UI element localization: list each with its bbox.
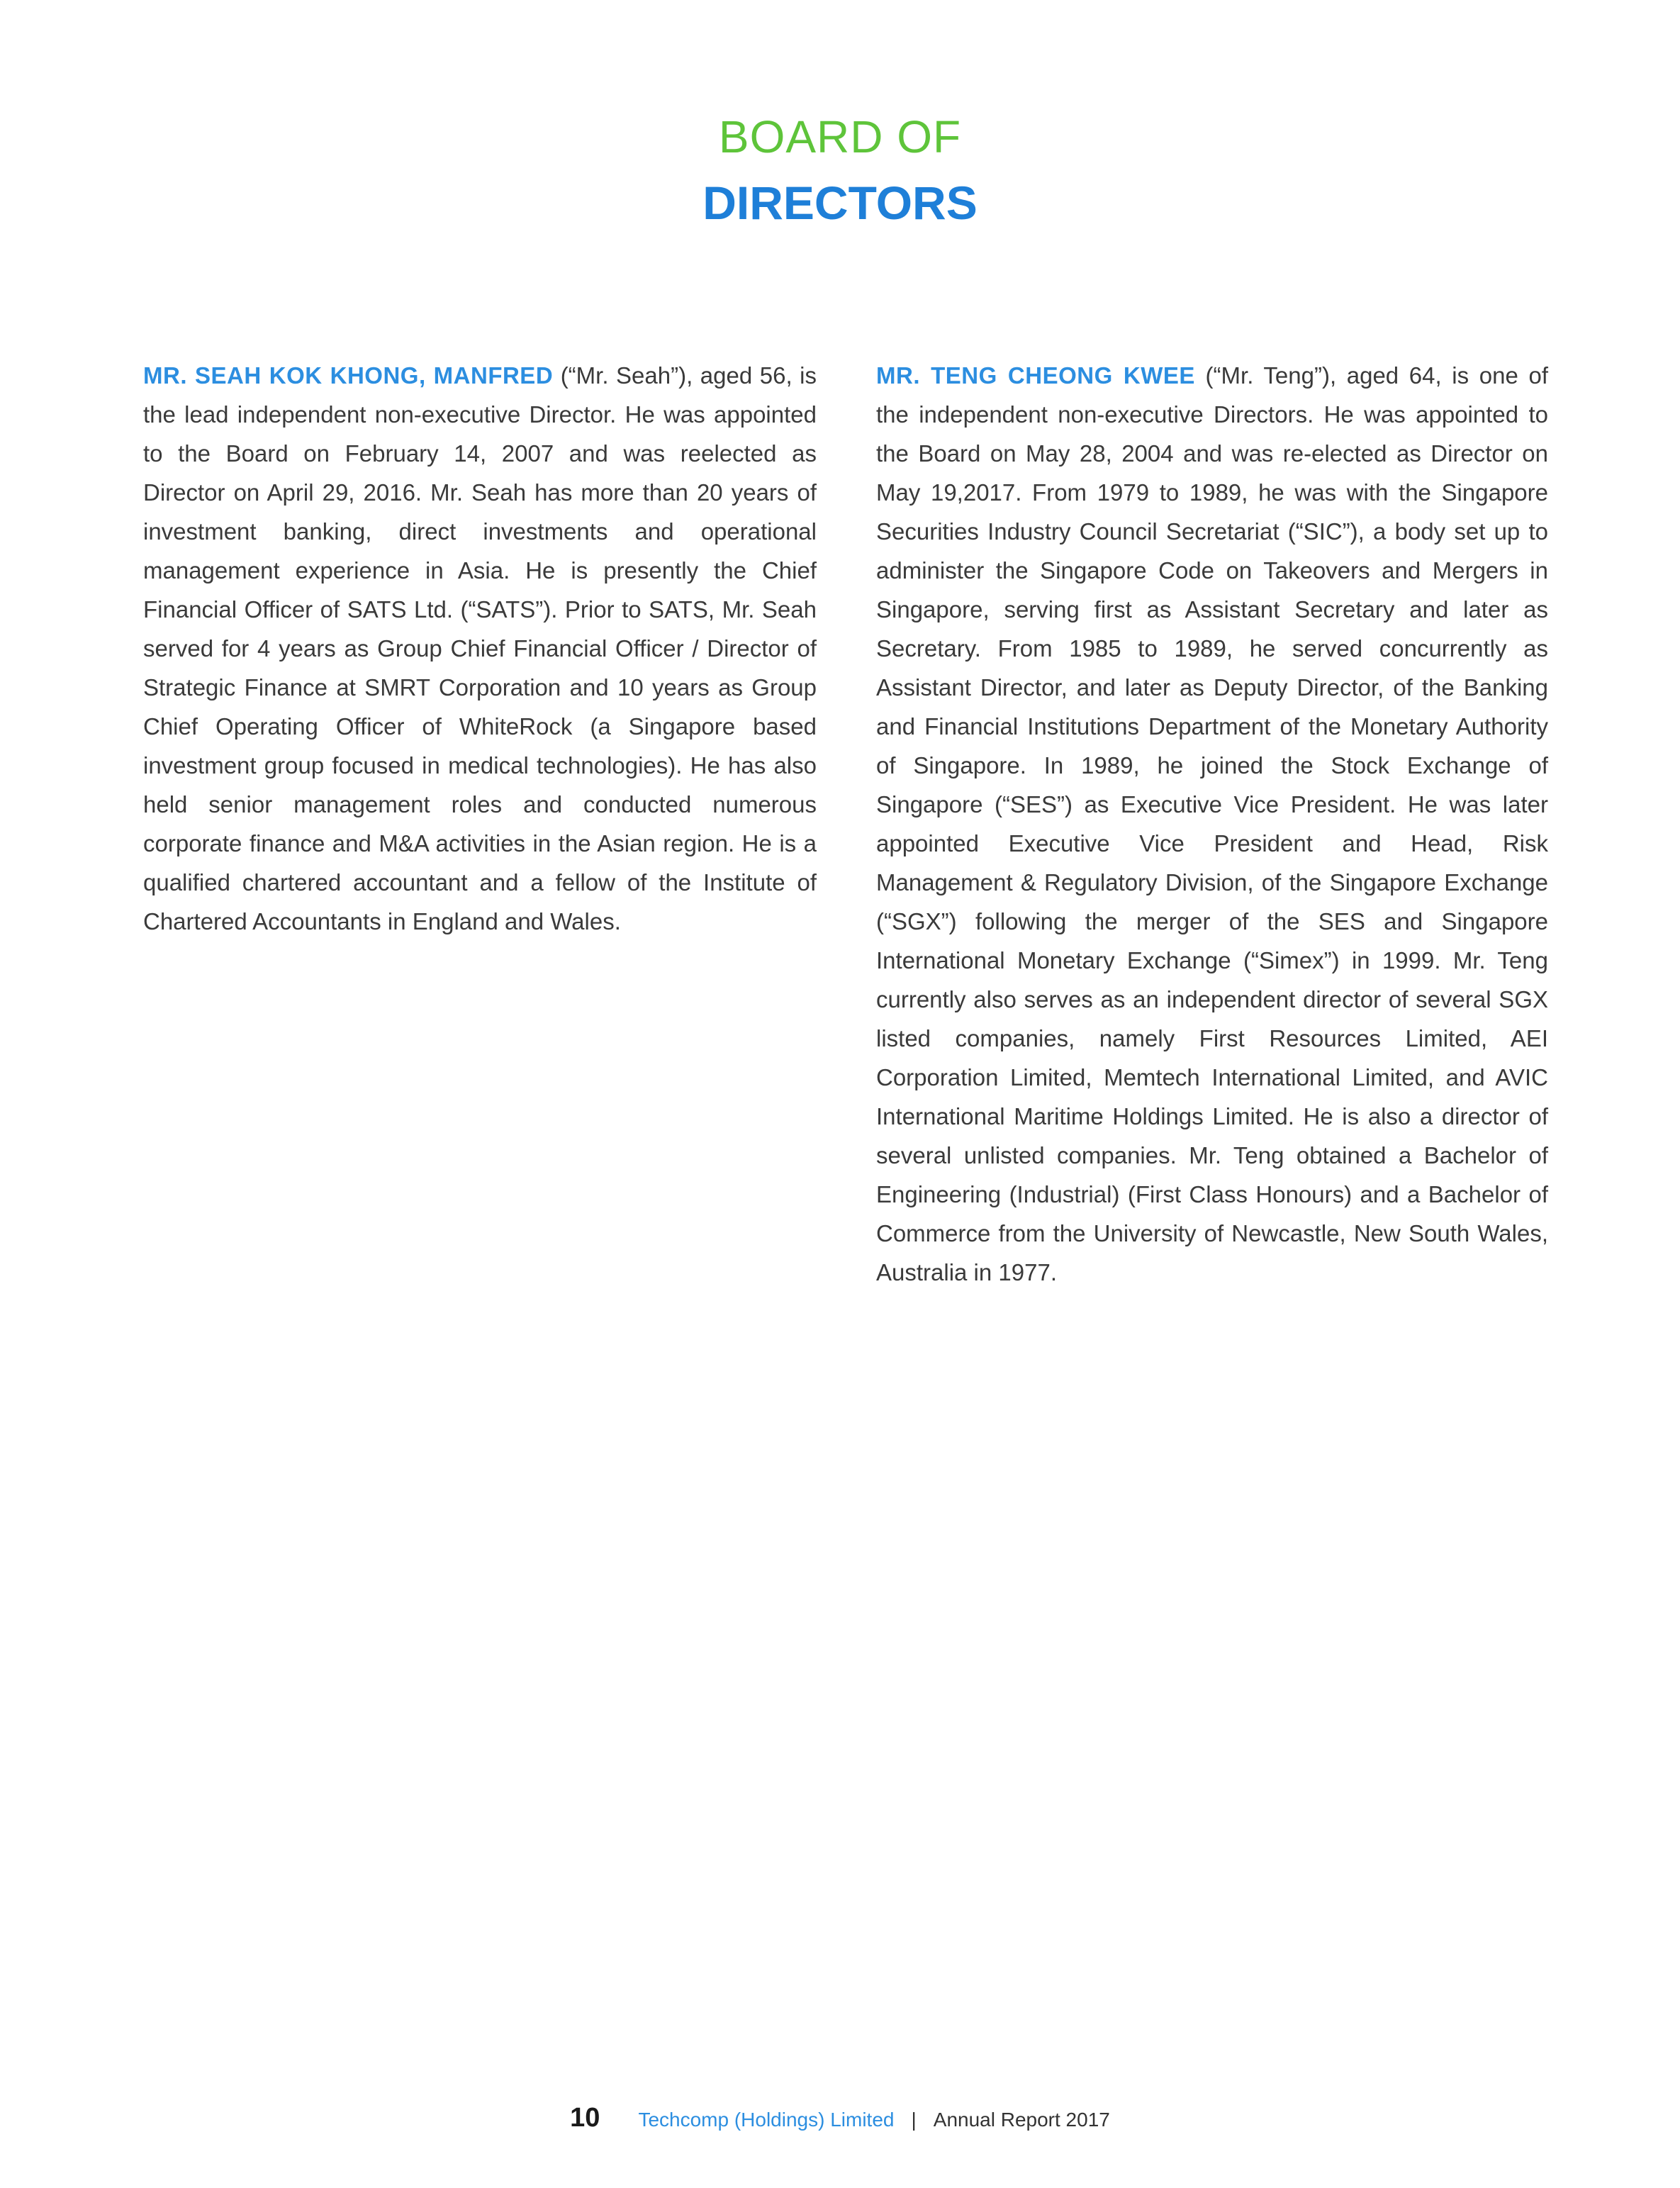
director-name: MR. TENG CHEONG KWEE (876, 362, 1195, 389)
footer-separator: | (911, 2109, 917, 2131)
page-footer (0, 2100, 1680, 2138)
director-bio-teng (876, 356, 1548, 1292)
director-bio-text: (“Mr. Seah”), aged 56, is the lead independent non-executive Director. He was appointed to the Board on February 14, 2007 and was reelected as Director on April 29, 2016. Mr. Seah has more than 20 years of investment banking, direct investments and operational management experience in Asia. He is presently the Chief Financial Officer of SATS Ltd. (“SATS”). Prior to SATS, Mr. Seah served for 4 years as Group Chief Financial Officer / Director of Strategic Finance at SMRT Corporation and 10 years as Group Chief Operating Officer of WhiteRock (a Singapore based investment group focused in medical technologies). He has also held senior management roles and conducted numerous corporate finance and M&A activities in the Asian region. He is a qualified chartered accountant and a fellow of the Institute of Chartered Accountants in England and Wales. (143, 362, 817, 934)
footer-company: Techcomp (Holdings) Limited (638, 2109, 895, 2131)
director-bio-text: (“Mr. Teng”), aged 64, is one of the independent non-executive Directors. He was appointed to the Board on May 28, 2004 and was re-elected as Director on May 19,2017. From 1979 to 1989, he was with the Singapore Securities Industry Council Secretariat (“SIC”), a body set up to administer the Singapore Code on Takeovers and Mergers in Singapore, serving first as Assistant Secretary and later as Secretary. From 1985 to 1989, he served concurrently as Assistant Director, and later as Deputy Director, of the Banking and Financial Institutions Department of the Monetary Authority of Singapore. In 1989, he joined the Stock Exchange of Singapore (“SES”) as Executive Vice President. He was later appointed Executive Vice President and Head, Risk Management & Regulatory Division, of the Singapore Exchange (“SGX”) following the merger of the SES and Singapore International Monetary Exchange (“Simex”) in 1999. Mr. Teng currently also serves as an independent director of several SGX listed companies, namely First Resources Limited, AEI Corporation Limited, Memtech International Limited, and AVIC International Maritime Holdings Limited. He is also a director of several unlisted companies. Mr. Teng obtained a Bachelor of Engineering (Industrial) (First Class Honours) and a Bachelor of Commerce from the University of Newcastle, New South Wales, Australia in 1977. (876, 362, 1548, 1285)
page-number: 10 (570, 2103, 600, 2133)
footer-report-title: Annual Report 2017 (933, 2109, 1110, 2131)
title-line-board-of: BOARD OF (718, 111, 962, 162)
title-line-directors: DIRECTORS (702, 177, 978, 229)
director-bio-seah (143, 356, 817, 941)
director-name: MR. SEAH KOK KHONG, MANFRED (143, 362, 554, 389)
page-title (0, 105, 1680, 237)
